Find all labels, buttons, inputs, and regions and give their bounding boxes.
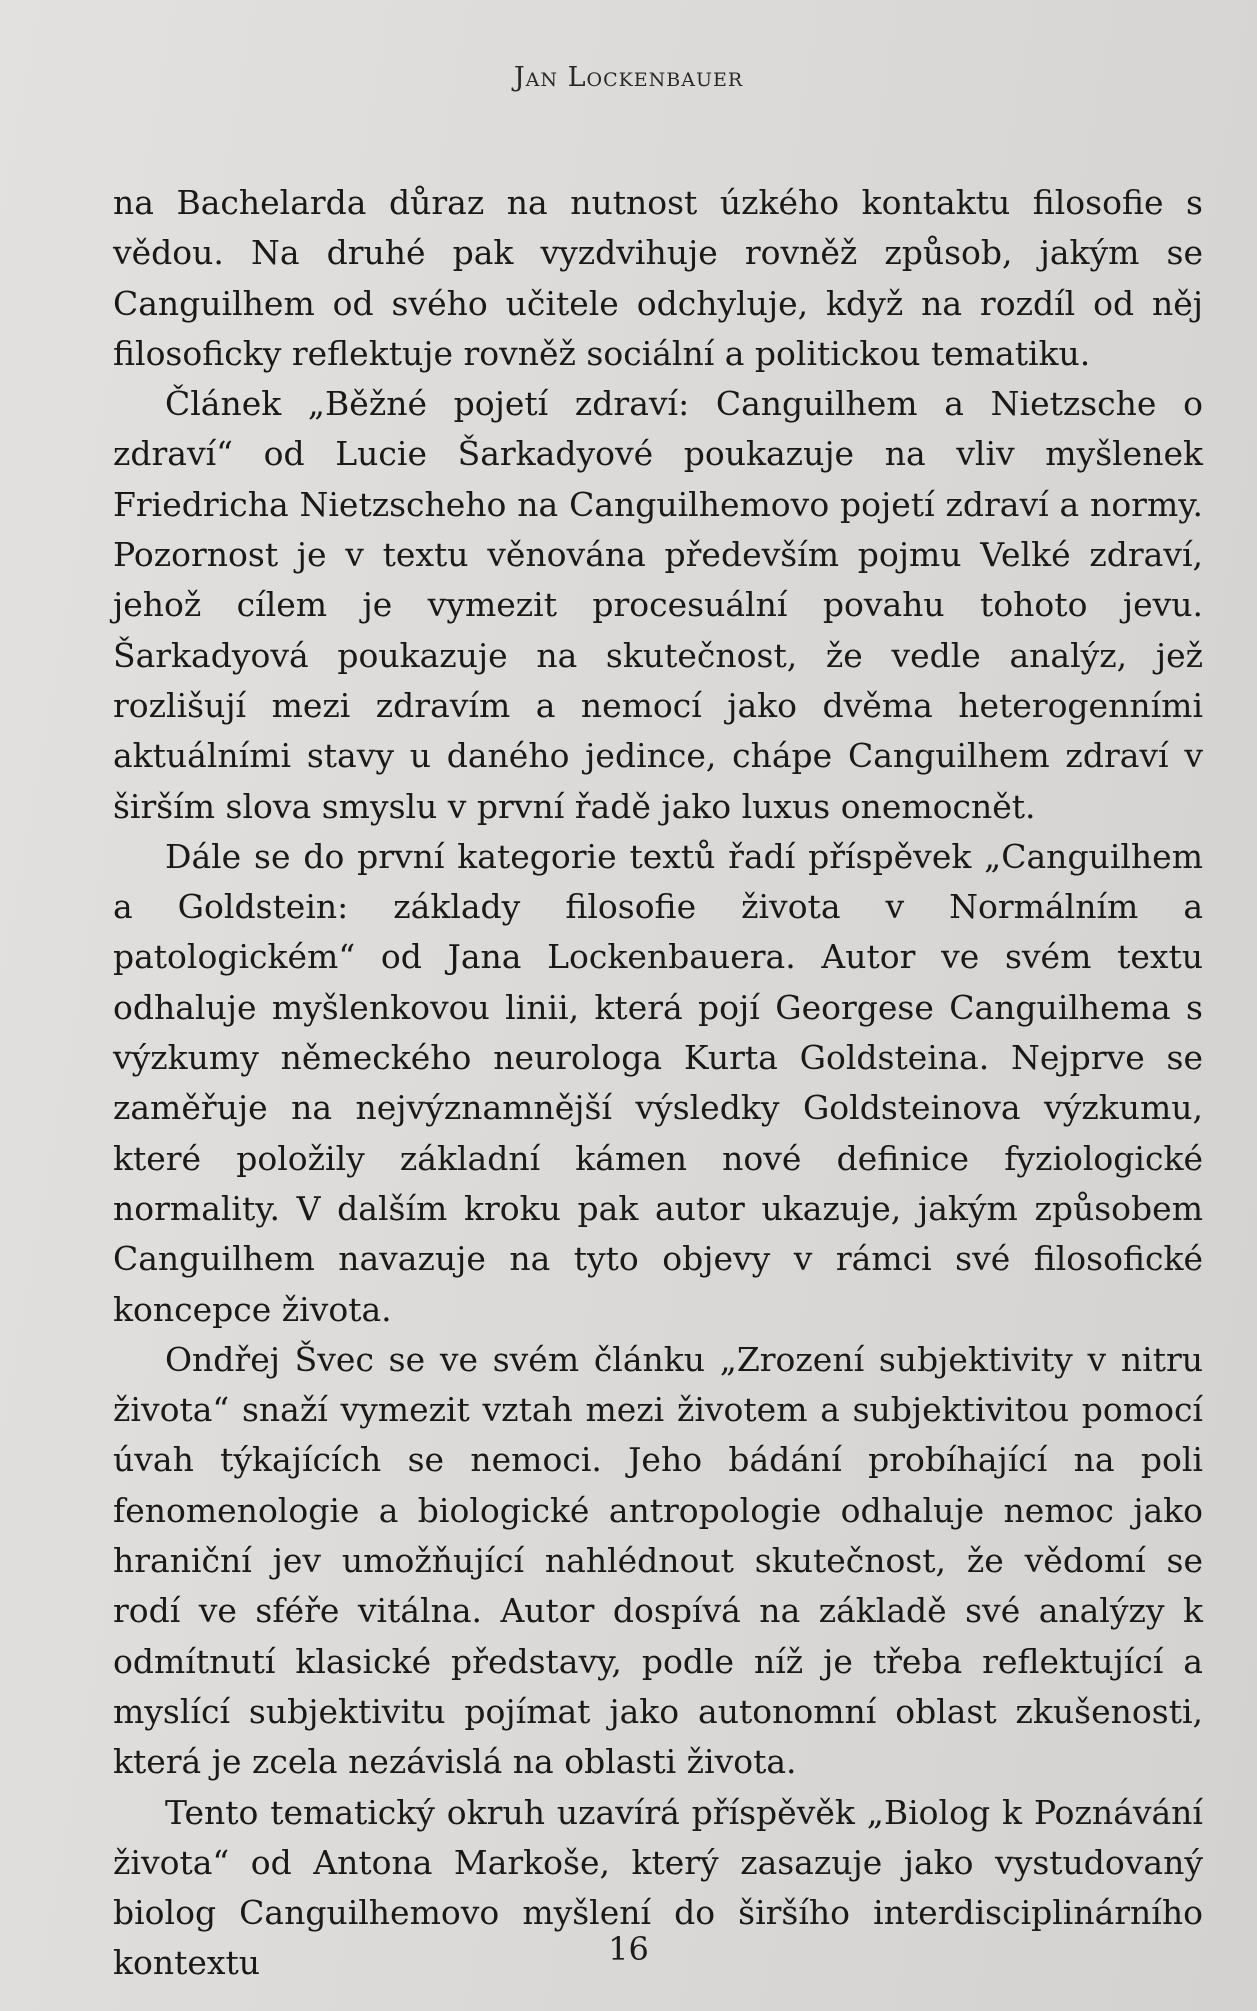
page-number: 16	[608, 1930, 649, 1968]
paragraph: Dále se do první kategorie textů řadí příspěvek „Canguilhem a Goldstein: základy filosofie života v Normálním a patologickém“ od Jana Lockenbauera. Autor ve svém textu odhaluje myšlenkovou linii, která pojí Georgese Canguilhema s výzkumy německého neurologa Kurta Goldsteina. Nejprve se zaměřuje na nejvýznamnější výsledky Goldsteinova výzkumu, které položily základní kámen nové definice fyziologické normality. V dalším kroku pak autor ukazuje, jakým způsobem Canguilhem navazuje na tyto objevy v rámci své filosofické koncepce života.	[113, 836, 1203, 1329]
paragraph: Článek „Běžné pojetí zdraví: Canguilhem a Nietzsche o zdraví“ od Lucie Šarkadyové poukazuje na vliv myšlenek Friedricha Nietzscheho na Canguilhemovo pojetí zdraví a normy. Pozornost je v textu věnována především pojmu Velké zdraví, jehož cílem je vymezit procesuální povahu tohoto jevu. Šarkadyová poukazuje na skutečnost, že vedle analýz, jež rozlišují mezi zdravím a nemocí jako dvěma heterogenními aktuálními stavy u daného jedince, chápe Canguilhem zdraví v širším slova smyslu v první řadě jako luxus onemocnět.	[113, 384, 1203, 826]
running-head: Jan Lockenbauer	[513, 62, 744, 93]
body-text	[113, 178, 1203, 1989]
paragraph: Tento tematický okruh uzavírá příspěvěk „Biolog k Poznávání života“ od Antona Markoše, který zasazuje jako vystudovaný biolog Canguilhemovo myšlení do širšího interdisciplinárního kontextu	[113, 1792, 1203, 1983]
paragraph: na Bachelarda důraz na nutnost úzkého kontaktu filosofie s vědou. Na druhé pak vyzdvihuje rovněž způsob, jakým se Canguilhem od svého učitele odchyluje, když na rozdíl od něj filosoficky reflektuje rovněž sociální a politickou tematiku.	[113, 183, 1203, 373]
paragraph: Ondřej Švec se ve svém článku „Zrození subjektivity v nitru života“ snaží vymezit vztah mezi životem a subjektivitou pomocí úvah týkajících se nemoci. Jeho bádání probíhající na poli fenomenologie a biologické antropologie odhaluje nemoc jako hraniční jev umožňující nahlédnout skutečnost, že vědomí se rodí ve sféře vitálna. Autor dospívá na základě své analýzy k odmítnutí klasické představy, podle níž je třeba reflektující a myslící subjektivitu pojímat jako autonomní oblast zkušenosti, která je zcela nezávislá na oblasti života.	[113, 1339, 1203, 1782]
